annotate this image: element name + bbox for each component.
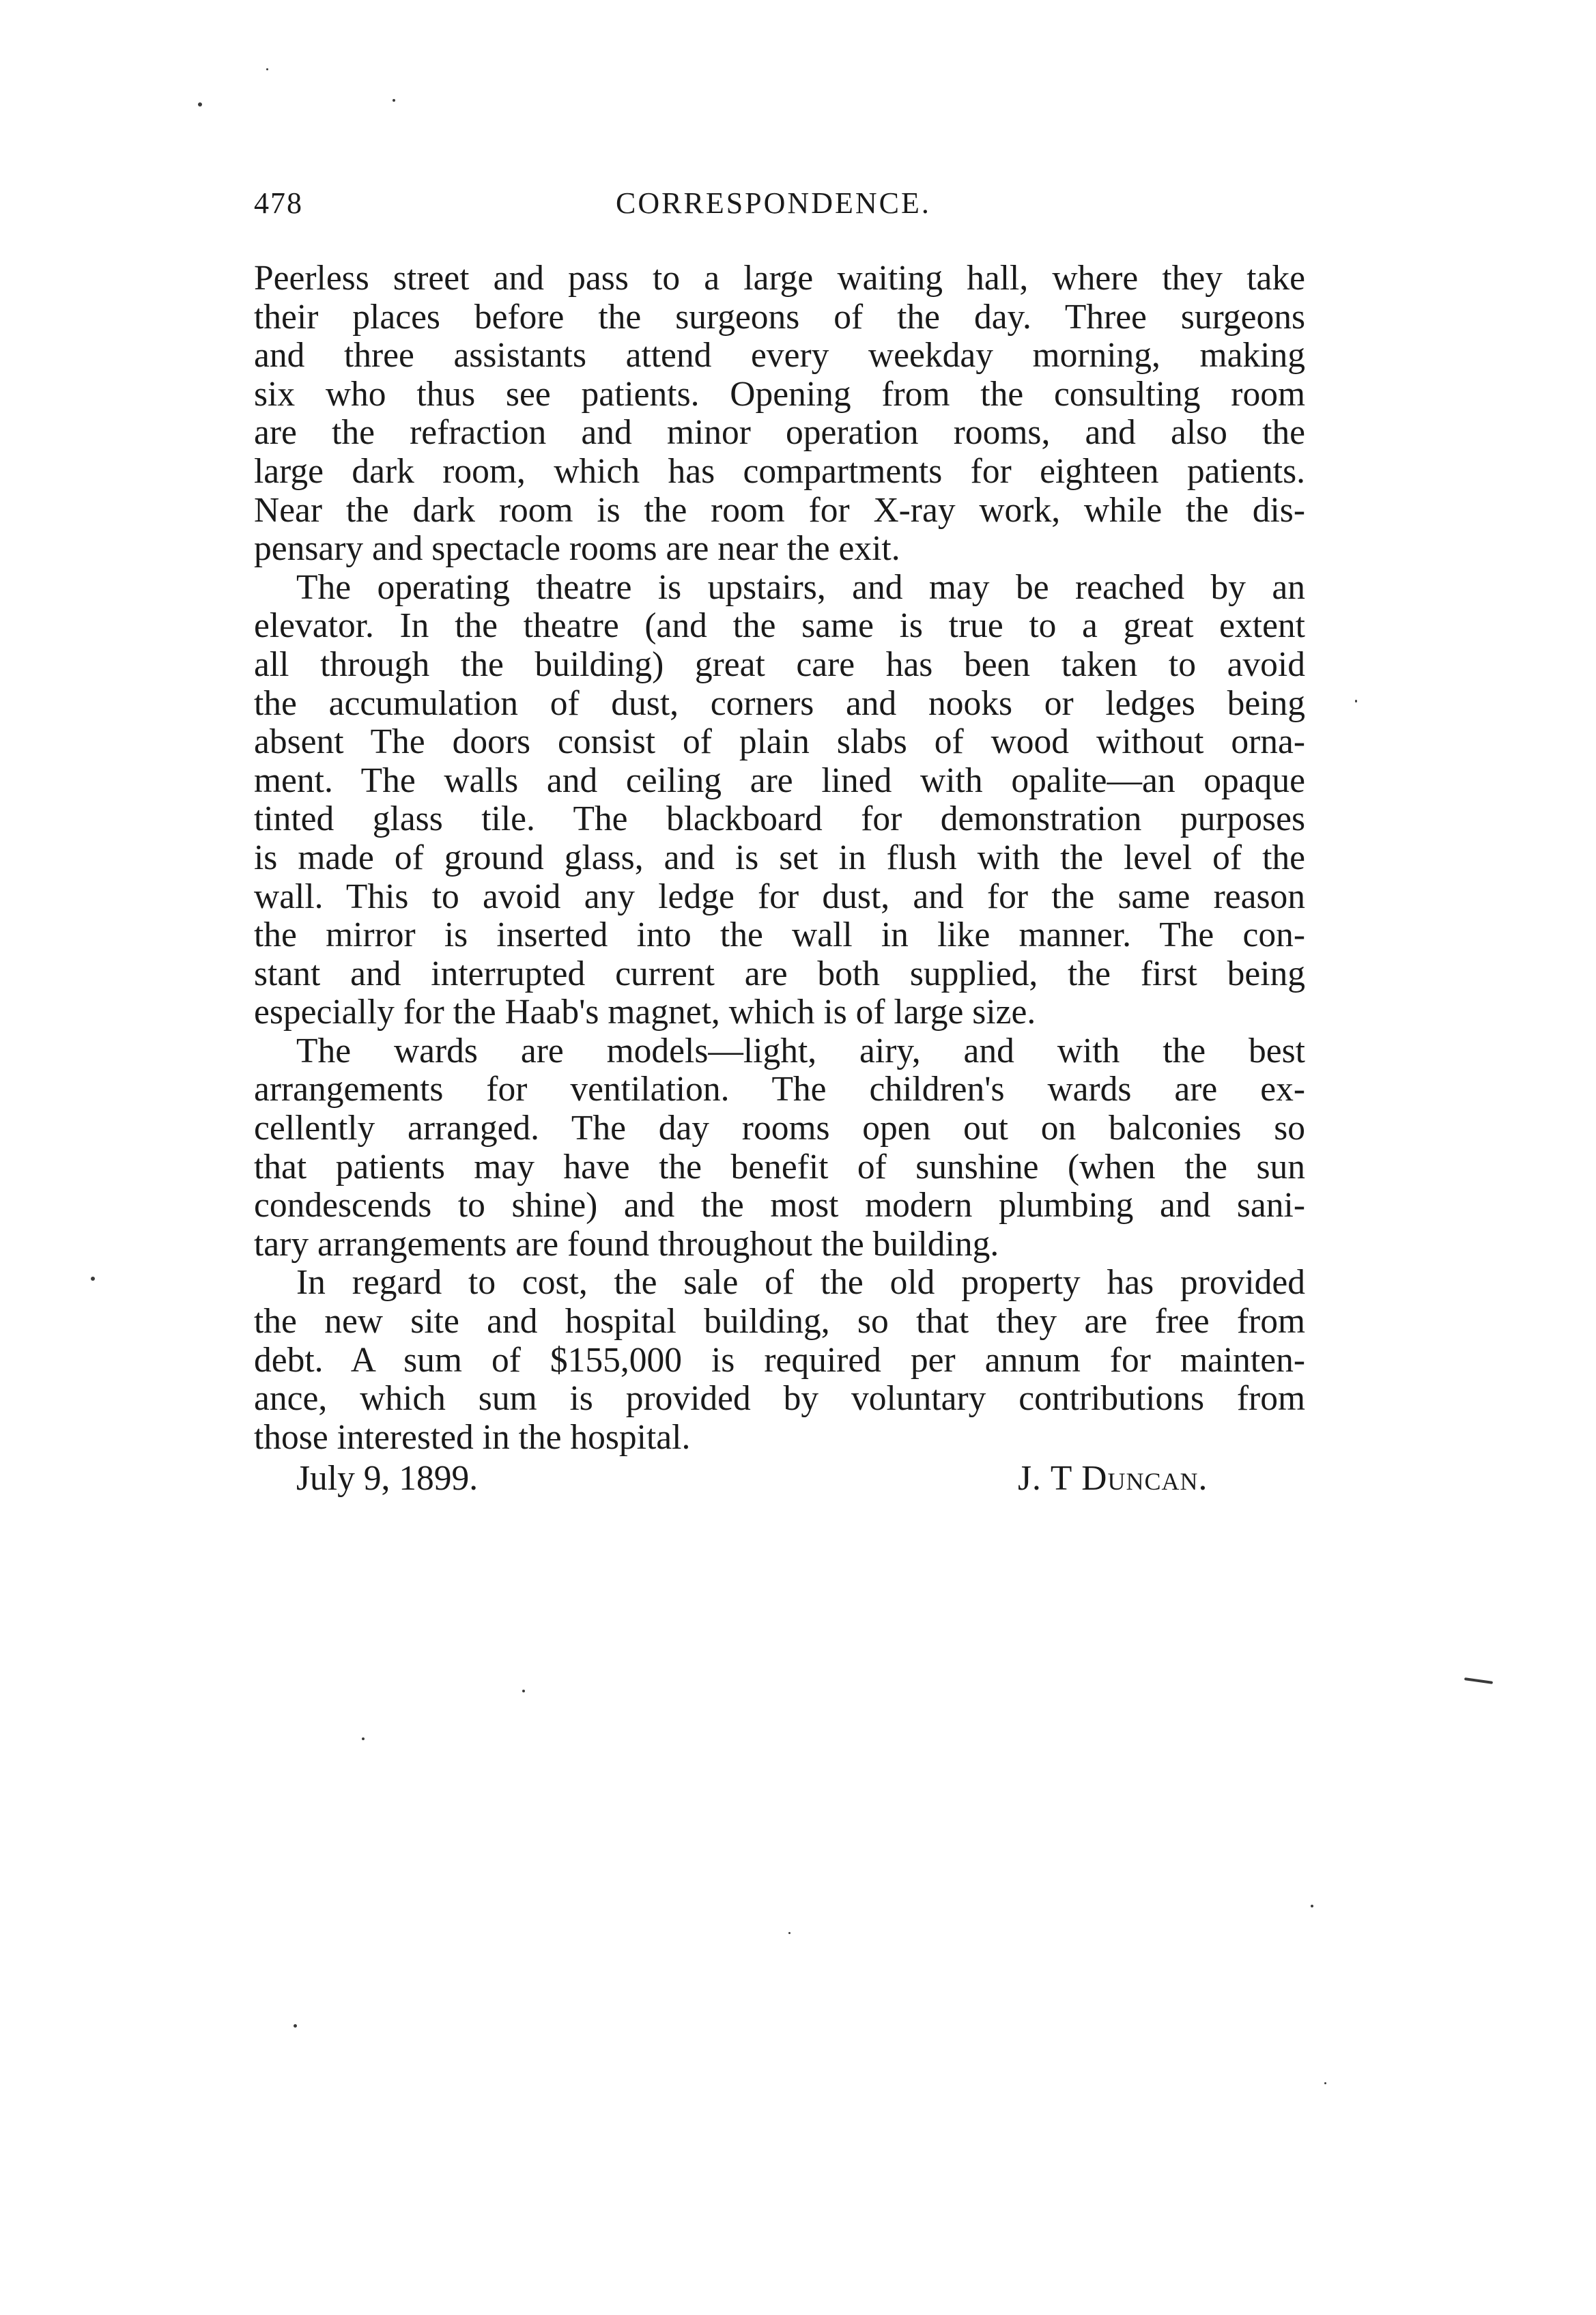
text-line: are the refraction and minor operation rooms, and also the (254, 413, 1305, 453)
text-line: wall. This to avoid any ledge for dust, and for the same reason (254, 877, 1305, 916)
paragraph (254, 1264, 1305, 1457)
text-line: tinted glass tile. The blackboard for demonstration purposes (254, 799, 1305, 839)
scan-speck (522, 1690, 525, 1692)
text-line: condescends to shine) and the most modern plumbing and sani- (254, 1186, 1305, 1225)
scan-speck (198, 102, 202, 106)
letter-body (254, 259, 1305, 1501)
text-line: elevator. In the theatre (and the same is true to a great extent (254, 606, 1305, 646)
signoff (254, 1460, 1305, 1501)
scan-speck (362, 1737, 365, 1740)
text-line: absent The doors consist of plain slabs of wood without orna- (254, 722, 1305, 762)
running-title: CORRESPONDENCE. (616, 186, 931, 220)
text-line: those interested in the hospital. (254, 1417, 691, 1457)
page-number: 478 (254, 186, 303, 220)
scan-speck (1355, 700, 1357, 702)
paragraph (254, 1032, 1305, 1264)
text-line: cellently arranged. The day rooms open out on balconies so (254, 1109, 1305, 1148)
text-line: The operating theatre is upstairs, and may be reached by an (296, 567, 1305, 607)
text-line: Peerless street and pass to a large waiting hall, where they take (254, 259, 1305, 298)
author-signature: J. T Duncan. (1018, 1459, 1208, 1499)
text-line: and three assistants attend every weekday morning, making (254, 336, 1305, 375)
page-header (254, 186, 1305, 227)
text-line: especially for the Haab's magnet, which is of large size. (254, 993, 1036, 1032)
scan-speck (266, 68, 268, 70)
text-line: the accumulation of dust, corners and nooks or ledges being (254, 683, 1305, 723)
text-line: their places before the surgeons of the day. Three surgeons (254, 297, 1305, 337)
text-line: that patients may have the benefit of sunshine (when the sun (254, 1147, 1305, 1187)
text-line: stant and interrupted current are both supplied, the first being (254, 954, 1305, 993)
letter-date: July 9, 1899. (296, 1459, 479, 1499)
text-line: tary arrangements are found throughout the building. (254, 1224, 999, 1264)
scan-speck (1311, 1905, 1313, 1907)
text-line: In regard to cost, the sale of the old property has provided (296, 1263, 1305, 1303)
text-line: the mirror is inserted into the wall in like manner. The con- (254, 915, 1305, 955)
text-line: the new site and hospital building, so that they are free from (254, 1302, 1305, 1341)
text-line: pensary and spectacle rooms are near the exit. (254, 529, 900, 569)
text-line: The wards are models—light, airy, and with the best (296, 1031, 1305, 1070)
text-line: is made of ground glass, and is set in flush with the level of the (254, 838, 1305, 877)
text-line: ment. The walls and ceiling are lined with opalite—an opaque (254, 761, 1305, 800)
text-line: ance, which sum is provided by voluntary contributions from (254, 1379, 1305, 1419)
paragraph (254, 569, 1305, 1032)
text-line: six who thus see patients. Opening from the consulting room (254, 374, 1305, 414)
scan-speck (91, 1277, 95, 1281)
text-line: debt. A sum of $155,000 is required per annum for mainten- (254, 1340, 1305, 1380)
text-line: large dark room, which has compartments for eighteen patients. (254, 451, 1305, 491)
text-line: all through the building) great care has been taken to avoid (254, 644, 1305, 684)
scan-speck (1464, 1677, 1493, 1684)
text-line: arrangements for ventilation. The children's wards are ex- (254, 1070, 1305, 1109)
scan-speck (1324, 2082, 1326, 2084)
text-line: Near the dark room is the room for X-ray work, while the dis- (254, 490, 1305, 530)
scan-speck (393, 99, 395, 102)
scan-speck (788, 1932, 790, 1934)
paragraph (254, 259, 1305, 569)
scan-speck (294, 2024, 297, 2028)
